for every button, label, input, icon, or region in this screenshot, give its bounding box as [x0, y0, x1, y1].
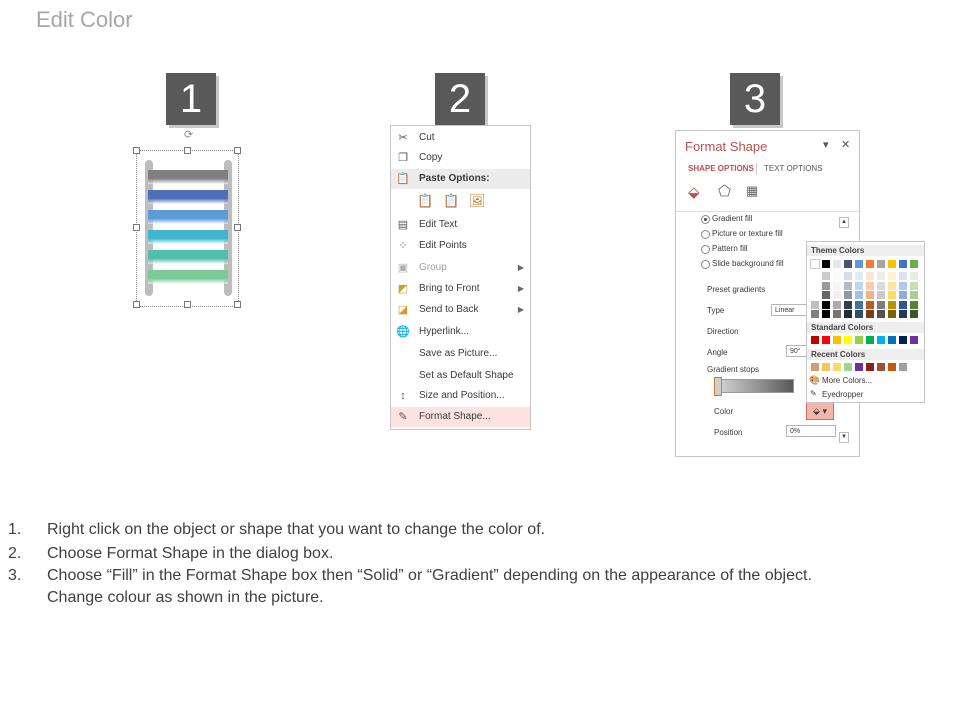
- chevron-right-icon: ▶: [517, 263, 524, 272]
- theme-color-swatch[interactable]: [855, 310, 863, 318]
- theme-color-swatch[interactable]: [899, 310, 907, 318]
- ladder-band: [148, 230, 228, 244]
- recent-color-swatch[interactable]: [855, 363, 863, 371]
- fill-line-icon[interactable]: ⬙: [688, 184, 700, 201]
- chevron-right-icon: ▶: [517, 284, 524, 293]
- theme-color-swatch[interactable]: [899, 272, 907, 280]
- theme-color-swatch[interactable]: [888, 272, 896, 280]
- ladder-band: [148, 250, 228, 264]
- theme-color-swatch[interactable]: [833, 282, 841, 290]
- theme-color-swatch[interactable]: [855, 260, 863, 268]
- divider: [676, 211, 859, 212]
- theme-color-swatch[interactable]: [866, 301, 874, 309]
- theme-color-swatch[interactable]: [888, 291, 896, 299]
- theme-color-swatch[interactable]: [866, 310, 874, 318]
- send-to-back-icon: ◪: [397, 304, 409, 316]
- context-menu: [390, 125, 531, 430]
- gradient-fill-label: Gradient fill: [712, 214, 753, 223]
- theme-color-swatch[interactable]: [910, 272, 918, 280]
- standard-color-swatch[interactable]: [833, 336, 841, 344]
- theme-color-swatch[interactable]: [888, 282, 896, 290]
- color-wheel-icon: 🎨: [809, 375, 821, 385]
- recent-color-swatch[interactable]: [844, 363, 852, 371]
- theme-color-swatch[interactable]: [910, 310, 918, 318]
- page-title: Edit Color: [36, 7, 133, 32]
- standard-color-swatch[interactable]: [855, 336, 863, 344]
- close-icon[interactable]: ✕: [841, 139, 851, 151]
- theme-color-swatch[interactable]: [910, 260, 918, 268]
- preset-gradients-label: Preset gradients: [707, 285, 766, 294]
- theme-color-swatch[interactable]: [844, 291, 852, 299]
- picture-fill-label: Picture or texture fill: [712, 229, 783, 238]
- theme-color-swatch[interactable]: [888, 260, 896, 268]
- menu-item-set-default-shape[interactable]: Set as Default Shape: [419, 370, 514, 381]
- theme-color-swatch[interactable]: [822, 272, 830, 280]
- scroll-up-icon[interactable]: ▲: [839, 217, 849, 228]
- recent-color-swatch[interactable]: [888, 363, 896, 371]
- theme-color-swatch[interactable]: [877, 272, 885, 280]
- theme-color-swatch[interactable]: [899, 291, 907, 299]
- theme-color-swatch[interactable]: [844, 282, 852, 290]
- more-colors-item[interactable]: More Colors...: [822, 376, 873, 385]
- menu-item-edit-text[interactable]: ▤ Edit Text: [397, 219, 458, 231]
- ladder-band: [148, 190, 228, 204]
- theme-color-swatch[interactable]: [811, 291, 819, 299]
- tab-text-options[interactable]: TEXT OPTIONS: [764, 164, 823, 173]
- format-shape-icon: ✎: [398, 411, 408, 423]
- rotate-handle-icon[interactable]: ⟳: [184, 129, 194, 141]
- size-icon: ↕: [400, 390, 406, 402]
- theme-color-swatch[interactable]: [855, 282, 863, 290]
- ladder-band: [148, 210, 228, 224]
- resize-handle[interactable]: [133, 147, 140, 154]
- standard-color-swatch[interactable]: [888, 336, 896, 344]
- resize-handle[interactable]: [234, 147, 241, 154]
- theme-color-swatch[interactable]: [855, 272, 863, 280]
- position-input[interactable]: 0%: [786, 425, 836, 437]
- clipboard-icon: 📋: [396, 173, 410, 185]
- gradient-stops-bar[interactable]: [714, 379, 794, 393]
- paste-text-only-icon[interactable]: 📋: [443, 193, 460, 208]
- theme-color-swatch[interactable]: [910, 301, 918, 309]
- standard-color-swatch[interactable]: [910, 336, 918, 344]
- step-2-badge: 2: [435, 73, 485, 125]
- edit-points-icon: ⁘: [398, 240, 408, 252]
- standard-color-swatch[interactable]: [899, 336, 907, 344]
- menu-item-group[interactable]: ▣ Group ▶: [391, 258, 530, 278]
- step-1-badge: 1: [166, 73, 216, 125]
- group-icon: ▣: [397, 262, 409, 274]
- theme-color-swatch[interactable]: [910, 291, 918, 299]
- theme-color-swatch[interactable]: [899, 260, 907, 268]
- standard-color-swatch[interactable]: [866, 336, 874, 344]
- paste-keep-formatting-icon[interactable]: 📋: [417, 193, 434, 208]
- ladder-band: [148, 270, 228, 284]
- menu-item-copy[interactable]: ❐ Copy: [391, 148, 530, 168]
- theme-colors-header: Theme Colors: [807, 245, 924, 256]
- eyedropper-item[interactable]: Eyedropper: [822, 390, 864, 399]
- theme-color-swatch[interactable]: [811, 260, 819, 268]
- angle-label: Angle: [707, 348, 728, 357]
- theme-color-swatch[interactable]: [855, 301, 863, 309]
- menu-item-format-shape[interactable]: ✎ Format Shape...: [391, 407, 530, 427]
- theme-color-swatch[interactable]: [866, 260, 874, 268]
- theme-color-swatch[interactable]: [877, 260, 885, 268]
- resize-handle[interactable]: [234, 224, 241, 231]
- recent-color-swatch[interactable]: [877, 363, 885, 371]
- chevron-right-icon: ▶: [517, 305, 524, 314]
- standard-color-swatch[interactable]: [811, 336, 819, 344]
- resize-handle[interactable]: [133, 301, 140, 308]
- theme-color-swatch[interactable]: [822, 291, 830, 299]
- tab-shape-options[interactable]: SHAPE OPTIONS: [688, 164, 754, 173]
- theme-color-swatch[interactable]: [844, 272, 852, 280]
- theme-color-swatch[interactable]: [866, 291, 874, 299]
- resize-handle[interactable]: [184, 147, 191, 154]
- effects-pentagon-icon[interactable]: ⬠: [718, 183, 732, 200]
- theme-color-swatch[interactable]: [855, 291, 863, 299]
- color-gallery: [806, 241, 925, 403]
- theme-color-swatch[interactable]: [822, 260, 830, 268]
- theme-color-swatch[interactable]: [877, 310, 885, 318]
- theme-color-swatch[interactable]: [833, 291, 841, 299]
- hyperlink-icon: 🌐: [396, 326, 410, 338]
- radio-picture-fill[interactable]: [701, 230, 710, 239]
- radio-pattern-fill[interactable]: [701, 245, 710, 254]
- theme-color-swatch[interactable]: [811, 310, 819, 318]
- resize-handle[interactable]: [184, 301, 191, 308]
- theme-color-swatch[interactable]: [811, 282, 819, 290]
- text-box-icon: ▤: [397, 219, 409, 231]
- theme-color-swatch[interactable]: [811, 301, 819, 309]
- theme-color-swatch[interactable]: [844, 260, 852, 268]
- theme-color-swatch[interactable]: [822, 282, 830, 290]
- tab-divider: [756, 163, 757, 175]
- position-label: Position: [714, 428, 743, 437]
- theme-color-swatch[interactable]: [888, 310, 896, 318]
- theme-color-swatch[interactable]: [822, 301, 830, 309]
- gradient-stops-label: Gradient stops: [707, 365, 760, 374]
- pane-title: Format Shape: [685, 139, 768, 154]
- resize-handle[interactable]: [234, 301, 241, 308]
- slide-background-fill-label: Slide background fill: [712, 259, 784, 268]
- theme-color-swatch[interactable]: [888, 301, 896, 309]
- recent-colors-header: Recent Colors: [807, 349, 924, 360]
- size-properties-icon[interactable]: ▦: [746, 183, 759, 198]
- theme-color-swatch[interactable]: [844, 310, 852, 318]
- recent-color-swatch[interactable]: [811, 363, 819, 371]
- standard-color-swatch[interactable]: [844, 336, 852, 344]
- recent-color-swatch[interactable]: [899, 363, 907, 371]
- menu-item-bring-to-front[interactable]: ◩ Bring to Front ▶: [391, 279, 530, 299]
- eyedropper-icon: ✎: [810, 389, 817, 398]
- theme-color-swatch[interactable]: [899, 301, 907, 309]
- recent-color-swatch[interactable]: [833, 363, 841, 371]
- paste-picture-icon[interactable]: 🖼: [469, 193, 486, 208]
- standard-color-swatch[interactable]: [822, 336, 830, 344]
- theme-color-swatch[interactable]: [833, 272, 841, 280]
- recent-color-swatch[interactable]: [822, 363, 830, 371]
- resize-handle[interactable]: [133, 224, 140, 231]
- menu-item-edit-points[interactable]: ⁘ Edit Points: [391, 236, 530, 256]
- menu-item-size-and-position[interactable]: ↕ Size and Position...: [391, 386, 530, 406]
- menu-item-send-to-back[interactable]: ◪ Send to Back ▶: [391, 300, 530, 320]
- scroll-down-icon[interactable]: ▼: [839, 432, 849, 443]
- theme-color-swatch[interactable]: [811, 272, 819, 280]
- dropdown-arrow-icon[interactable]: ▾: [823, 139, 829, 151]
- theme-color-swatch[interactable]: [833, 260, 841, 268]
- standard-color-swatch[interactable]: [877, 336, 885, 344]
- theme-color-swatch[interactable]: [899, 282, 907, 290]
- direction-label: Direction: [707, 327, 739, 336]
- copy-icon: ❐: [398, 152, 408, 164]
- theme-color-swatch[interactable]: [822, 310, 830, 318]
- scissors-icon: ✂: [398, 132, 408, 144]
- theme-color-swatch[interactable]: [833, 301, 841, 309]
- angle-input[interactable]: 90°: [786, 345, 808, 357]
- type-label: Type: [707, 306, 725, 315]
- menu-item-hyperlink[interactable]: 🌐 Hyperlink...: [396, 326, 470, 338]
- theme-color-swatch[interactable]: [866, 282, 874, 290]
- theme-color-swatch[interactable]: [833, 310, 841, 318]
- theme-color-swatch[interactable]: [844, 301, 852, 309]
- ladder-band: [148, 170, 228, 184]
- theme-color-swatch[interactable]: [877, 282, 885, 290]
- gradient-stop-handle[interactable]: [714, 377, 722, 396]
- theme-color-swatch[interactable]: [877, 291, 885, 299]
- color-label: Color: [714, 407, 734, 416]
- color-picker-button[interactable]: [806, 402, 834, 420]
- selected-shape-figure[interactable]: [130, 126, 245, 311]
- paste-options-header: 📋 Paste Options:: [391, 169, 530, 189]
- radio-gradient-fill[interactable]: [701, 215, 710, 224]
- step-3-badge: 3: [730, 73, 780, 125]
- standard-colors-header: Standard Colors: [807, 322, 924, 333]
- menu-item-cut[interactable]: ✂ Cut: [391, 128, 530, 148]
- pattern-fill-label: Pattern fill: [712, 244, 748, 253]
- radio-slide-background-fill[interactable]: [701, 260, 710, 269]
- type-select[interactable]: Linear: [771, 304, 811, 316]
- bring-to-front-icon: ◩: [397, 283, 409, 295]
- theme-color-swatch[interactable]: [910, 282, 918, 290]
- menu-item-save-as-picture[interactable]: Save as Picture...: [419, 348, 498, 359]
- recent-color-swatch[interactable]: [866, 363, 874, 371]
- theme-color-swatch[interactable]: [877, 301, 885, 309]
- theme-color-swatch[interactable]: [866, 272, 874, 280]
- paint-bucket-icon: ⬙ ▾: [813, 406, 827, 416]
